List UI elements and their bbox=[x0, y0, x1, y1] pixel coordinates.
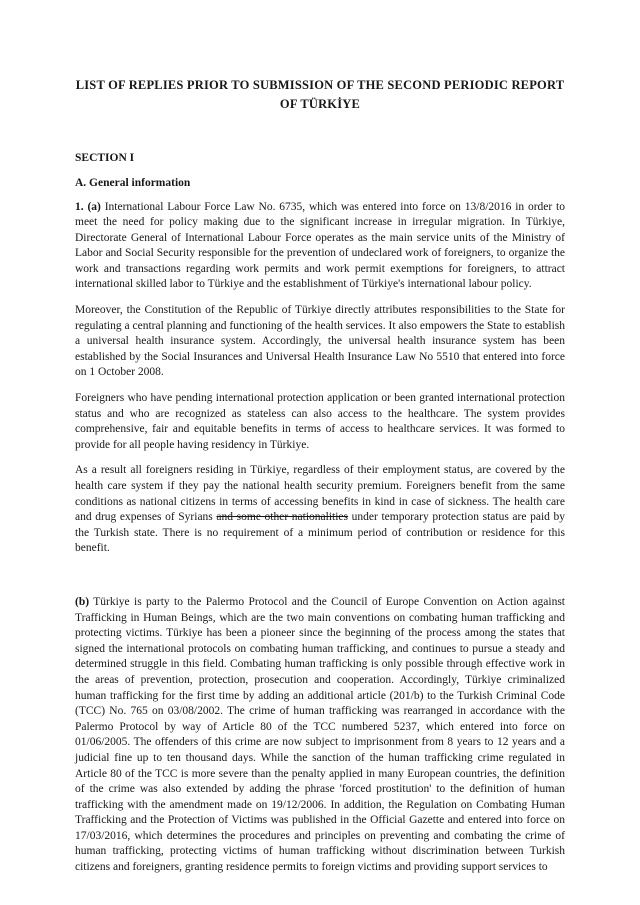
paragraph-constitution-text: Moreover, the Constitution of the Republic of Türkiye directly attributes responsibilities to the State for regulating a central planning and functioning of the health services. It also empowers the State to establish a universal health insurance system. Accordingly, the universal health insurance system has been established by the Social Insurances and Universal Health Insurance Law No 5510 that entered into force on 1 October 2008. bbox=[75, 304, 565, 379]
paragraph-constitution bbox=[75, 303, 565, 381]
paragraph-health-coverage bbox=[75, 463, 565, 557]
document-title: LIST OF REPLIES PRIOR TO SUBMISSION OF THE SECOND PERIODIC REPORT OF TÜRKİYE bbox=[75, 78, 565, 111]
section-heading: SECTION I bbox=[75, 151, 135, 164]
paragraph-health-coverage-text-before: As a result all foreigners residing in Türkiye, regardless of their employment status, are covered by the health care system if they pay the national health security premium. Foreigners benefit from the same conditions as national citizens in terms of accessing benefits in kind in case of sickness. The health care and drug expenses of Syrians bbox=[75, 464, 565, 524]
paragraph-foreigners-protection bbox=[75, 391, 565, 453]
paragraph-1a bbox=[75, 200, 565, 294]
paragraph-1b-lead: (b) bbox=[75, 595, 90, 608]
paragraph-1a-text: International Labour Force Law No. 6735, which was entered into force on 13/8/2016 in order to meet the need for policy making due to the significant increase in irregular migration. In Türkiye, Directorate General of International Labour Force operates as the main service units of the Ministry of Labor and Social Security responsible for the prevention of undeclared work of foreigners, to organize the work and transactions regarding work permits and work permit exemptions for foreigners, to attract international skilled labor to Türkiye and the establishment of Türkiye's international labour policy. bbox=[75, 200, 565, 291]
strikethrough-text: and some other nationalities bbox=[216, 511, 349, 524]
paragraph-health-coverage-text-after: under temporary protection status are paid by the Turkish state. There is no requirement of a minimum period of contribution or residence for this benefit. bbox=[75, 511, 566, 555]
paragraph-1a-lead: 1. (a) bbox=[75, 200, 101, 213]
paragraph-1b-text: Türkiye is party to the Palermo Protocol and the Council of Europe Convention on Action against Trafficking in Human Beings, which are the two main conventions on combating human trafficking and protecting victims. Türkiye has been a pioneer since the beginning of the process among the states that signed the international protocols on combating human trafficking, and continues to pursue a steady and determined struggle in this field. Combating human trafficking is only possible through effective work in the areas of prevention, protection, prosecution and cooperation. Accordingly, Türkiye criminalized human trafficking for the first time by adding an additional article (201/b) to the Turkish Criminal Code (TCC) No. 765 on 03/08/2002. The crime of human trafficking was rearranged in accordance with the Palermo Protocol by way of Article 80 of the TCC numbered 5237, which entered into force on 01/06/2005. The offenders of this crime are now subject to imprisonment from 8 years to 12 years and a judicial fine up to ten thousand days. While the sanction of the human trafficking crime regulated in Article 80 of the TCC is more severe than the penalty applied in many European countries, the definition of the crime was also extended by adding the phrase 'forced prostitution' to the definition of human trafficking with the amendment made on 19/12/2006. In addition, the Regulation on Combating Human Trafficking and the Protection of Victims was published in the Official Gazette and entered into force on 17/03/2016, which determines the procedures and principles on preventing and combating the crime of human trafficking, protecting victims of human trafficking without discrimination between Turkish citizens and foreigners, granting residence permits to foreign victims and providing support services to bbox=[75, 595, 565, 874]
paragraph-foreigners-protection-text: Foreigners who have pending international protection application or been granted international protection status and who are recognized as stateless can also access to the healthcare. The system provides comprehensive, fair and equitable benefits in terms of access to healthcare services. It was formed to provide for all people having residency in Türkiye. bbox=[75, 392, 565, 451]
paragraph-1b bbox=[75, 595, 565, 876]
subsection-heading: A. General information bbox=[75, 176, 191, 189]
